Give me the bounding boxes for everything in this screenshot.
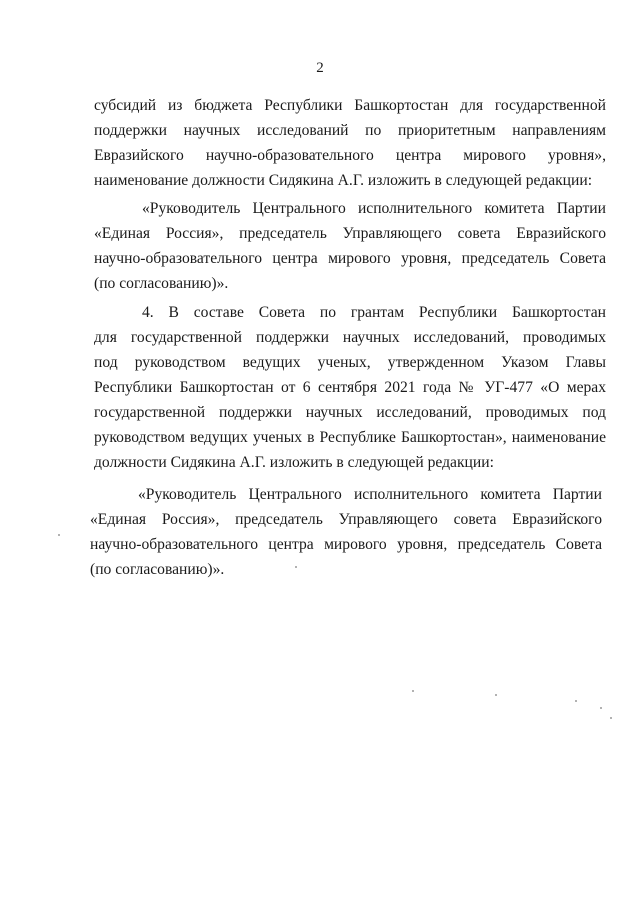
paragraph-3 [94,300,606,475]
paragraph-4-quote [90,482,602,582]
scan-speck [295,566,297,568]
text-line: поддержки научных исследований по приоритетным направлениям [94,122,606,139]
text-line: «Руководитель Центрального исполнительного комитета Партии [142,200,606,217]
text-line: для государственной поддержки научных исследований, проводимых [94,329,606,346]
text-line: наименование должности Сидякина А.Г. изложить в следующей редакции: [94,172,593,189]
text-line: научно-образовательного центра мирового уровня, председатель Совета [94,250,606,267]
text-line: должности Сидякина А.Г. изложить в следующей редакции: [94,454,494,471]
scan-speck [575,700,577,702]
text-line: 4. В составе Совета по грантам Республики Башкортостан [142,304,606,321]
scan-speck [610,717,612,719]
text-line: «Единая Россия», председатель Управляющего совета Евразийского [94,225,606,242]
paragraph-2-quote [94,196,606,296]
scan-speck [495,694,497,696]
text-line: (по согласованию)». [94,275,229,292]
text-line: государственной поддержки научных исследований, проводимых под [94,404,606,421]
page-number: 2 [316,60,324,76]
paragraph-1 [94,93,606,193]
scan-speck [600,707,602,709]
text-line: субсидий из бюджета Республики Башкортостан для государственной [94,97,606,114]
text-line: под руководством ведущих ученых, утвержденном Указом Главы [94,354,606,371]
text-line: «Единая Россия», председатель Управляющего совета Евразийского [90,511,602,528]
text-line: Евразийского научно-образовательного центра мирового уровня», [94,147,606,164]
scan-speck [412,690,414,692]
scan-speck [58,534,60,536]
text-line: «Руководитель Центрального исполнительного комитета Партии [138,486,602,503]
text-line: научно-образовательного центра мирового уровня, председатель Совета [90,536,602,553]
text-line: руководством ведущих ученых в Республике Башкортостан», наименование [94,429,606,446]
text-line: Республики Башкортостан от 6 сентября 2021 года № УГ-477 «О мерах [94,379,606,396]
text-line: (по согласованию)». [90,561,225,578]
